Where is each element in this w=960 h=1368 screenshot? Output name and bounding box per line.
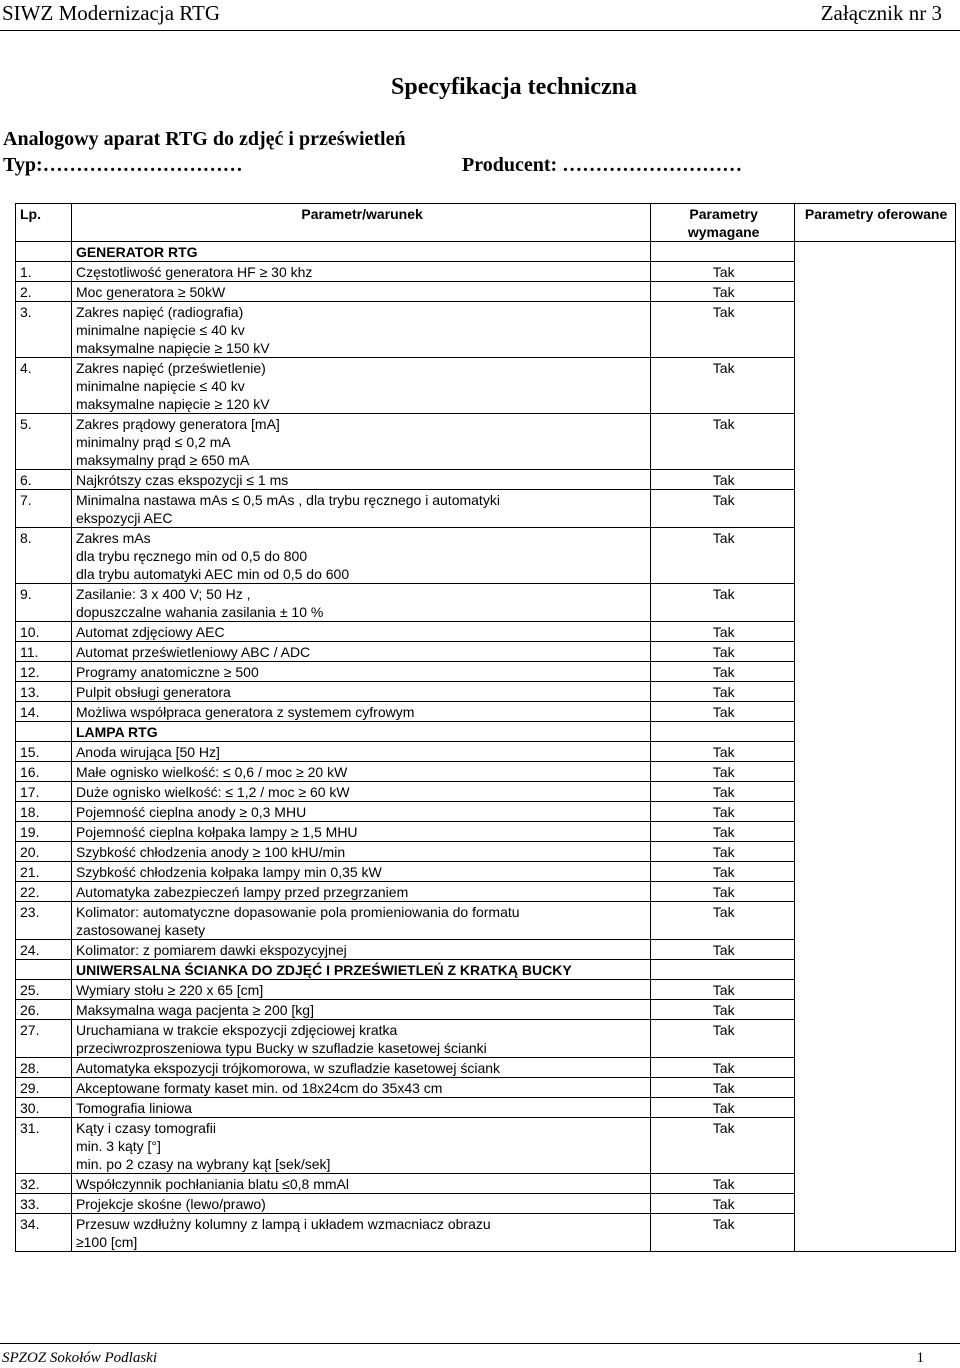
row-parameter bbox=[71, 528, 650, 584]
parameter-line: minimalne napięcie ≤ 40 kv bbox=[75, 322, 245, 338]
row-parameter bbox=[71, 1020, 650, 1058]
producer-field: Producent: ……………………… bbox=[462, 154, 743, 176]
row-number: 23. bbox=[16, 902, 72, 940]
row-number: 14. bbox=[16, 702, 72, 722]
parameter-line: Zasilanie: 3 x 400 V; 50 Hz , bbox=[75, 586, 251, 602]
parameter-line: Anoda wirująca [50 Hz] bbox=[75, 744, 220, 760]
row-required-value: Tak bbox=[651, 642, 795, 662]
row-required-value: Tak bbox=[651, 782, 795, 802]
parameter-line: Uruchamiana w trakcie ekspozycji zdjęciowej kratka bbox=[75, 1022, 398, 1038]
row-parameter bbox=[71, 882, 650, 902]
footer-page-number: 1 bbox=[916, 1350, 924, 1366]
row-number: 18. bbox=[16, 802, 72, 822]
parameter-line: dla trybu automatyki AEC min od 0,5 do 600 bbox=[75, 566, 350, 582]
parameter-line: Kolimator: automatyczne dopasowanie pola promieniowania do formatu bbox=[75, 904, 520, 920]
specification-table bbox=[15, 203, 956, 1252]
row-number: 25. bbox=[16, 980, 72, 1000]
parameter-line: Akceptowane formaty kaset min. od 18x24cm do 35x43 cm bbox=[75, 1080, 443, 1096]
parameter-line: Szybkość chłodzenia anody ≥ 100 kHU/min bbox=[75, 844, 346, 860]
row-parameter bbox=[71, 1098, 650, 1118]
header-offered: Parametry oferowane bbox=[795, 204, 956, 242]
row-number: 2. bbox=[16, 282, 72, 302]
row-parameter bbox=[71, 262, 650, 282]
row-number: 13. bbox=[16, 682, 72, 702]
row-required-value: Tak bbox=[651, 822, 795, 842]
row-required-value: Tak bbox=[651, 1194, 795, 1214]
header-attachment-number: Załącznik nr 3 bbox=[820, 1, 942, 25]
parameter-line: maksymalny prąd ≥ 650 mA bbox=[75, 452, 250, 468]
device-subtitle: Analogowy aparat RTG do zdjęć i prześwietleń bbox=[3, 128, 406, 150]
parameter-line: ekspozycji AEC bbox=[75, 510, 173, 526]
header-required: Parametry wymagane bbox=[651, 204, 795, 242]
parameter-line: Zakres prądowy generatora [mA] bbox=[75, 416, 280, 432]
row-required-value: Tak bbox=[651, 702, 795, 722]
row-parameter bbox=[71, 702, 650, 722]
row-required-value: Tak bbox=[651, 584, 795, 622]
row-parameter bbox=[71, 1000, 650, 1020]
row-required-value: Tak bbox=[651, 762, 795, 782]
row-parameter bbox=[71, 470, 650, 490]
parameter-line: Wymiary stołu ≥ 220 x 65 [cm] bbox=[75, 982, 264, 998]
parameter-line: Przesuw wzdłużny kolumny z lampą i układem wzmacniacz obrazu bbox=[75, 1216, 491, 1232]
row-required-value: Tak bbox=[651, 414, 795, 470]
row-number: 12. bbox=[16, 662, 72, 682]
parameter-line: Automat zdjęciowy AEC bbox=[75, 624, 225, 640]
row-number: 3. bbox=[16, 302, 72, 358]
parameter-line: Zakres napięć (radiografia) bbox=[75, 304, 244, 320]
section-required-cell bbox=[651, 242, 795, 262]
section-title: GENERATOR RTG bbox=[71, 242, 650, 262]
row-number: 5. bbox=[16, 414, 72, 470]
row-number: 31. bbox=[16, 1118, 72, 1174]
section-lp-cell bbox=[16, 960, 72, 980]
parameter-line: Kąty i czasy tomografii bbox=[75, 1120, 217, 1136]
row-required-value: Tak bbox=[651, 1078, 795, 1098]
row-parameter bbox=[71, 802, 650, 822]
row-number: 33. bbox=[16, 1194, 72, 1214]
parameter-line: przeciwrozproszeniowa typu Bucky w szufladzie kasetowej ścianki bbox=[75, 1040, 487, 1056]
parameter-line: Częstotliwość generatora HF ≥ 30 khz bbox=[75, 264, 313, 280]
parameter-line: Automat prześwietleniowy ABC / ADC bbox=[75, 644, 311, 660]
row-required-value: Tak bbox=[651, 862, 795, 882]
parameter-line: dla trybu ręcznego min od 0,5 do 800 bbox=[75, 548, 308, 564]
row-required-value: Tak bbox=[651, 662, 795, 682]
row-parameter bbox=[71, 762, 650, 782]
row-required-value: Tak bbox=[651, 802, 795, 822]
row-required-value: Tak bbox=[651, 302, 795, 358]
row-number: 7. bbox=[16, 490, 72, 528]
row-required-value: Tak bbox=[651, 622, 795, 642]
offered-values-cell[interactable] bbox=[795, 242, 956, 1252]
parameter-line: Pulpit obsługi generatora bbox=[75, 684, 231, 700]
parameter-line: Kolimator: z pomiarem dawki ekspozycyjnej bbox=[75, 942, 347, 958]
row-number: 1. bbox=[16, 262, 72, 282]
footer-organization: SPZOZ Sokołów Podlaski bbox=[2, 1350, 158, 1366]
header-lp: Lp. bbox=[16, 204, 72, 242]
row-parameter bbox=[71, 862, 650, 882]
parameter-line: Maksymalna waga pacjenta ≥ 200 [kg] bbox=[75, 1002, 314, 1018]
section-row bbox=[16, 242, 956, 262]
row-parameter bbox=[71, 742, 650, 762]
row-number: 19. bbox=[16, 822, 72, 842]
row-number: 9. bbox=[16, 584, 72, 622]
row-number: 20. bbox=[16, 842, 72, 862]
parameter-line: Automatyka zabezpieczeń lampy przed przegrzaniem bbox=[75, 884, 409, 900]
row-parameter bbox=[71, 980, 650, 1000]
row-required-value: Tak bbox=[651, 742, 795, 762]
row-number: 8. bbox=[16, 528, 72, 584]
row-required-value: Tak bbox=[651, 1058, 795, 1078]
parameter-line: Tomografia liniowa bbox=[75, 1100, 192, 1116]
parameter-line: dopuszczalne wahania zasilania ± 10 % bbox=[75, 604, 324, 620]
parameter-line: Moc generatora ≥ 50kW bbox=[75, 284, 226, 300]
row-parameter bbox=[71, 358, 650, 414]
row-required-value: Tak bbox=[651, 358, 795, 414]
page-title: Specyfikacja techniczna bbox=[391, 74, 637, 100]
row-number: 24. bbox=[16, 940, 72, 960]
parameter-line: Programy anatomiczne ≥ 500 bbox=[75, 664, 259, 680]
row-required-value: Tak bbox=[651, 682, 795, 702]
row-parameter bbox=[71, 302, 650, 358]
parameter-line: Możliwa współpraca generatora z systemem cyfrowym bbox=[75, 704, 415, 720]
footer-divider bbox=[0, 1343, 960, 1344]
parameter-line: Pojemność cieplna kołpaka lampy ≥ 1,5 MHU bbox=[75, 824, 358, 840]
parameter-line: minimalny prąd ≤ 0,2 mA bbox=[75, 434, 231, 450]
row-parameter bbox=[71, 642, 650, 662]
parameter-line: maksymalne napięcie ≥ 150 kV bbox=[75, 340, 270, 356]
row-parameter bbox=[71, 662, 650, 682]
parameter-line: Duże ognisko wielkość: ≤ 1,2 / moc ≥ 60 kW bbox=[75, 784, 350, 800]
parameter-line: minimalne napięcie ≤ 40 kv bbox=[75, 378, 245, 394]
row-required-value: Tak bbox=[651, 1020, 795, 1058]
row-required-value: Tak bbox=[651, 528, 795, 584]
row-parameter bbox=[71, 1078, 650, 1098]
row-number: 11. bbox=[16, 642, 72, 662]
parameter-line: ≥100 [cm] bbox=[75, 1234, 138, 1250]
row-required-value: Tak bbox=[651, 490, 795, 528]
parameter-line: maksymalne napięcie ≥ 120 kV bbox=[75, 396, 270, 412]
row-required-value: Tak bbox=[651, 980, 795, 1000]
row-required-value: Tak bbox=[651, 842, 795, 862]
parameter-line: Najkrótszy czas ekspozycji ≤ 1 ms bbox=[75, 472, 289, 488]
row-number: 34. bbox=[16, 1214, 72, 1252]
row-parameter bbox=[71, 842, 650, 862]
header-divider bbox=[0, 30, 960, 31]
header-document-title: SIWZ Modernizacja RTG bbox=[2, 1, 220, 25]
row-parameter bbox=[71, 940, 650, 960]
type-field: Typ:………………………… bbox=[3, 154, 243, 176]
parameter-line: zastosowanej kasety bbox=[75, 922, 206, 938]
section-lp-cell bbox=[16, 722, 72, 742]
row-required-value: Tak bbox=[651, 1214, 795, 1252]
row-required-value: Tak bbox=[651, 282, 795, 302]
parameter-line: Minimalna nastawa mAs ≤ 0,5 mAs , dla trybu ręcznego i automatyki bbox=[75, 492, 500, 508]
row-required-value: Tak bbox=[651, 902, 795, 940]
row-number: 16. bbox=[16, 762, 72, 782]
parameter-line: Współczynnik pochłaniania blatu ≤0,8 mmAl bbox=[75, 1176, 349, 1192]
row-number: 29. bbox=[16, 1078, 72, 1098]
row-required-value: Tak bbox=[651, 1174, 795, 1194]
parameter-line: Zakres mAs bbox=[75, 530, 151, 546]
row-number: 28. bbox=[16, 1058, 72, 1078]
parameter-line: Szybkość chłodzenia kołpaka lampy min 0,35 kW bbox=[75, 864, 382, 880]
row-parameter bbox=[71, 1118, 650, 1174]
parameter-line: Projekcje skośne (lewo/prawo) bbox=[75, 1196, 266, 1212]
row-parameter bbox=[71, 282, 650, 302]
row-number: 27. bbox=[16, 1020, 72, 1058]
row-required-value: Tak bbox=[651, 1118, 795, 1174]
row-parameter bbox=[71, 782, 650, 802]
row-number: 26. bbox=[16, 1000, 72, 1020]
parameter-line: Pojemność cieplna anody ≥ 0,3 MHU bbox=[75, 804, 307, 820]
parameter-line: Zakres napięć (prześwietlenie) bbox=[75, 360, 266, 376]
row-number: 4. bbox=[16, 358, 72, 414]
parameter-line: min. po 2 czasy na wybrany kąt [sek/sek] bbox=[75, 1156, 331, 1172]
row-parameter bbox=[71, 1174, 650, 1194]
row-parameter bbox=[71, 1214, 650, 1252]
section-lp-cell bbox=[16, 242, 72, 262]
section-title: LAMPA RTG bbox=[71, 722, 650, 742]
row-parameter bbox=[71, 414, 650, 470]
section-title: UNIWERSALNA ŚCIANKA DO ZDJĘĆ I PRZEŚWIETLEŃ Z KRATKĄ BUCKY bbox=[71, 960, 650, 980]
row-number: 17. bbox=[16, 782, 72, 802]
row-required-value: Tak bbox=[651, 1000, 795, 1020]
header-parameter: Parametr/warunek bbox=[71, 204, 650, 242]
row-required-value: Tak bbox=[651, 882, 795, 902]
row-number: 22. bbox=[16, 882, 72, 902]
row-parameter bbox=[71, 584, 650, 622]
row-number: 30. bbox=[16, 1098, 72, 1118]
table-header-row bbox=[16, 204, 956, 242]
row-number: 10. bbox=[16, 622, 72, 642]
row-parameter bbox=[71, 822, 650, 842]
section-required-cell bbox=[651, 722, 795, 742]
row-required-value: Tak bbox=[651, 1098, 795, 1118]
row-required-value: Tak bbox=[651, 262, 795, 282]
row-number: 6. bbox=[16, 470, 72, 490]
row-number: 15. bbox=[16, 742, 72, 762]
parameter-line: Automatyka ekspozycji trójkomorowa, w szufladzie kasetowej ściank bbox=[75, 1060, 501, 1076]
row-number: 32. bbox=[16, 1174, 72, 1194]
row-required-value: Tak bbox=[651, 940, 795, 960]
row-parameter bbox=[71, 1058, 650, 1078]
row-number: 21. bbox=[16, 862, 72, 882]
row-parameter bbox=[71, 490, 650, 528]
parameter-line: Małe ognisko wielkość: ≤ 0,6 / moc ≥ 20 kW bbox=[75, 764, 348, 780]
row-parameter bbox=[71, 902, 650, 940]
row-parameter bbox=[71, 682, 650, 702]
row-required-value: Tak bbox=[651, 470, 795, 490]
parameter-line: min. 3 kąty [°] bbox=[75, 1138, 161, 1154]
row-parameter bbox=[71, 622, 650, 642]
row-parameter bbox=[71, 1194, 650, 1214]
section-required-cell bbox=[651, 960, 795, 980]
